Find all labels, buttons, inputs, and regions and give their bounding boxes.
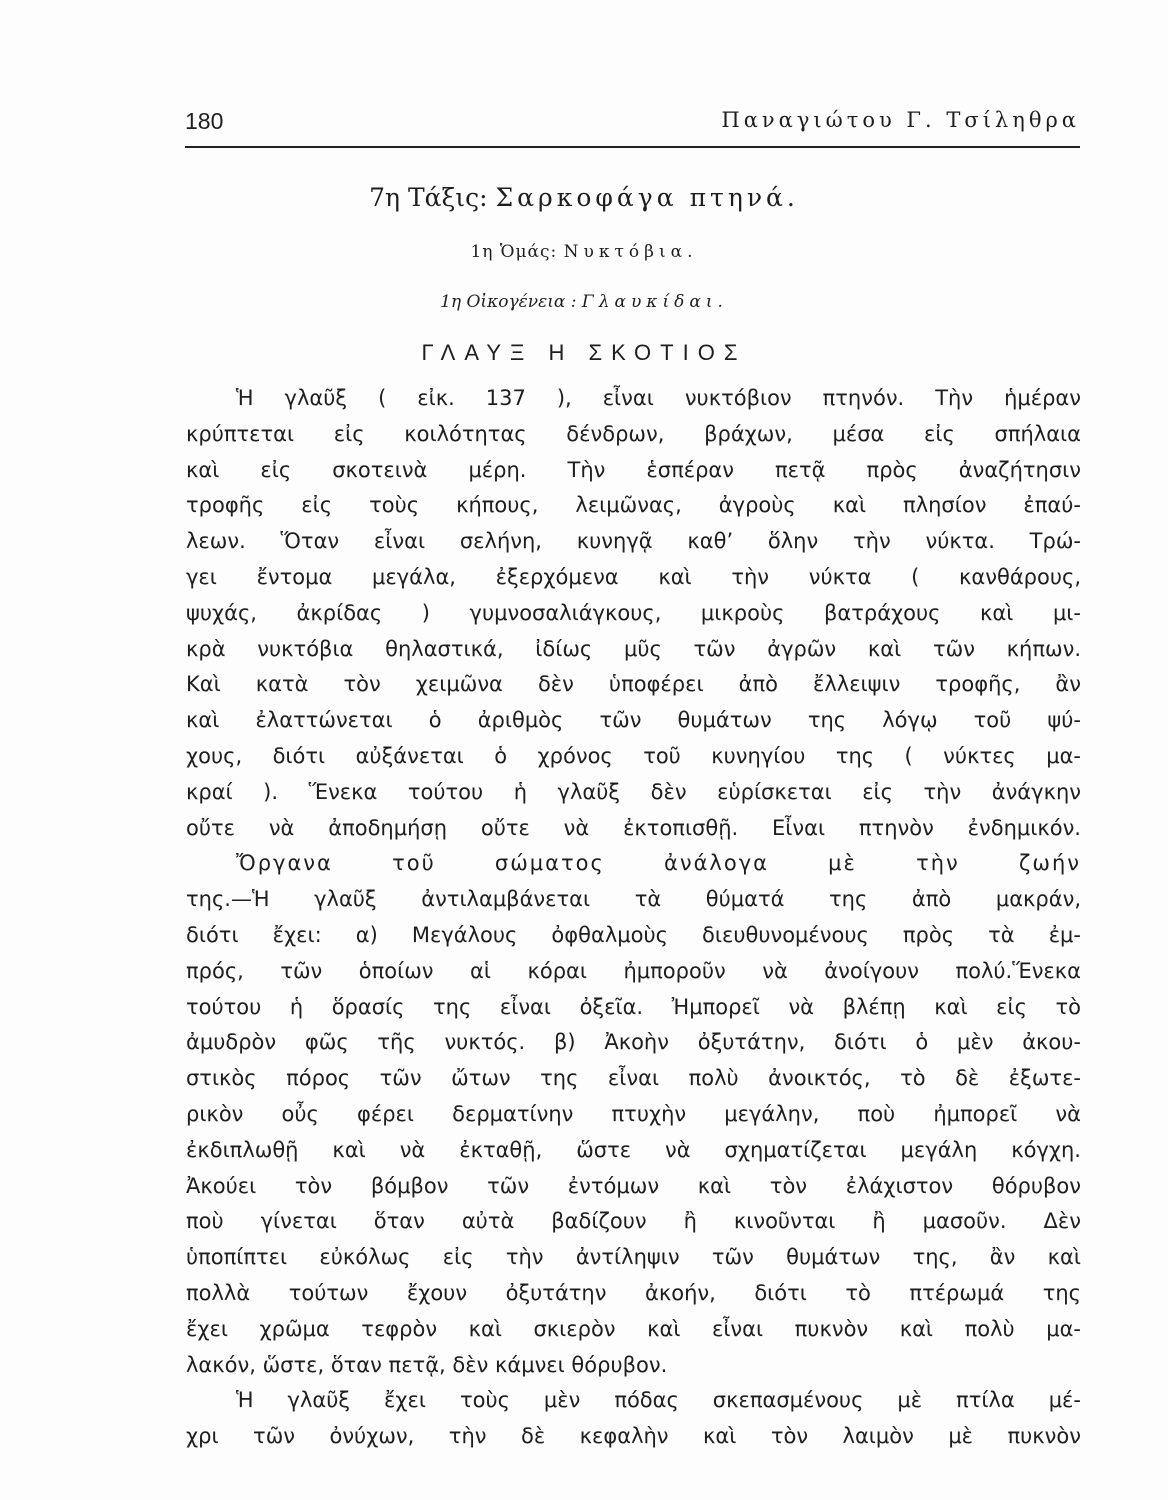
text-line: χους, διότι αὐξάνεται ὁ χρόνος τοῦ κυνηγίου της ( νύκτες μα- <box>186 743 1081 768</box>
text-line: ποὺ γίνεται ὅταν αὐτὰ βαδίζουν ἢ κινοῦνται ἢ μασοῦν. Δὲν <box>186 1209 1081 1234</box>
body-text <box>186 381 1081 1455</box>
text-line: λεων. Ὅταν εἶναι σελήνη, κυνηγᾷ καθ’ ὅλην τὴν νύκτα. Τρώ- <box>186 529 1081 554</box>
order-name: Σαρκοφάγα πτηνά. <box>495 183 799 212</box>
group-prefix: 1η Ὁμάς: <box>470 242 558 262</box>
family-name: Γλαυκίδαι. <box>581 292 728 312</box>
text-line: πολλὰ τούτων ἔχουν ὀξυτάτην ἀκοήν, διότι τὸ πτέρωμά της <box>186 1280 1081 1305</box>
group-heading <box>0 242 1168 262</box>
text-line: οὔτε νὰ ἀποδημήσῃ οὔτε νὰ ἐκτοπισθῇ. Εἶναι πτηνὸν ἐνδημικόν. <box>186 815 1081 840</box>
text-line: ρικὸν οὖς φέρει δερματίνην πτυχὴν μεγάλην, ποὺ ἠμπορεῖ νὰ <box>186 1101 1081 1126</box>
text-line: Ἀκούει τὸν βόμβον τῶν ἐντόμων καὶ τὸν ἐλάχιστον θόρυβον <box>186 1173 1081 1198</box>
text-line: καὶ εἰς σκοτεινὰ μέρη. Τὴν ἑσπέραν πετᾷ πρὸς ἀναζήτησιν <box>186 457 1081 482</box>
family-prefix: 1η Οἰκογένεια : <box>440 292 577 312</box>
text-line: χρι τῶν ὀνύχων, τὴν δὲ κεφαλὴν καὶ τὸν λαιμὸν μὲ πυκνὸν <box>186 1424 1081 1449</box>
page-number: 180 <box>185 108 224 134</box>
text-line: ψυχάς, ἀκρίδας ) γυμνοσαλιάγκους, μικροὺς βατράχους καὶ μι- <box>186 600 1081 625</box>
text-line: κρύπτεται εἰς κοιλότητας δένδρων, βράχων, μέσα εἰς σπήλαια <box>186 421 1081 446</box>
text-line: τροφῆς εἰς τοὺς κήπους, λειμῶνας, ἀγροὺς καὶ πλησίον ἐπαύ- <box>186 493 1081 518</box>
order-heading <box>0 183 1168 212</box>
page-header <box>185 108 1080 148</box>
text-line: Ἡ γλαῦξ ἔχει τοὺς μὲν πόδας σκεπασμένους μὲ πτίλα μέ- <box>236 1388 1081 1413</box>
text-line: διότι ἔχει: α) Μεγάλους ὀφθαλμοὺς διευθυνομένους πρὸς τὰ ἐμ- <box>186 922 1081 947</box>
text-line: πρός, τῶν ὁποίων αἱ κόραι ἠμποροῦν νὰ ἀνοίγουν πολύ.Ἕνεκα <box>186 958 1081 983</box>
text-line: καὶ ἐλαττώνεται ὁ ἀριθμὸς τῶν θυμάτων της λόγῳ τοῦ ψύ- <box>186 708 1081 733</box>
text-line: κρὰ νυκτόβια θηλαστικά, ἰδίως μῦς τῶν ἀγρῶν καὶ τῶν κήπων. <box>186 636 1081 661</box>
text-line: κραί ). Ἕνεκα τούτου ἡ γλαῦξ δὲν εὑρίσκεται εἰς τὴν ἀνάγκην <box>186 779 1081 804</box>
text-line: Ἡ γλαῦξ ( εἰκ. 137 ), εἶναι νυκτόβιον πτηνόν. Τὴν ἡμέραν <box>236 386 1081 410</box>
text-line: Ὄργανα τοῦ σώματος ἀνάλογα μὲ τὴν ζωήν <box>236 851 1081 876</box>
text-line: λακόν, ὥστε, ὅταν πετᾷ, δὲν κάμνει θόρυβον. <box>186 1352 668 1377</box>
group-name: Νυκτόβια. <box>563 242 698 262</box>
text-line: στικὸς πόρος τῶν ὤτων της εἶναι πολὺ ἀνοικτός, τὸ δὲ ἐξωτε- <box>186 1066 1081 1091</box>
family-heading <box>0 292 1168 312</box>
text-line: ἐκδιπλωθῇ καὶ νὰ ἐκταθῇ, ὥστε νὰ σχηματίζεται μεγάλη κόγχη. <box>186 1137 1081 1162</box>
text-line: ἔχει χρῶμα τεφρὸν καὶ σκιερὸν καὶ εἶναι πυκνὸν καὶ πολὺ μα- <box>186 1316 1081 1341</box>
text-line: Καὶ κατὰ τὸν χειμῶνα δὲν ὑποφέρει ἀπὸ ἔλλειψιν τροφῆς, ἂν <box>186 672 1081 697</box>
running-title: Παναγιώτου Γ. Τσίληθρα <box>721 108 1080 132</box>
text-line: ὑποπίπτει εὐκόλως εἰς τὴν ἀντίληψιν τῶν θυμάτων της, ἂν καὶ <box>186 1245 1081 1270</box>
text-line: ἀμυδρὸν φῶς τῆς νυκτός. β) Ἀκοὴν ὀξυτάτην, διότι ὁ μὲν ἀκου- <box>186 1030 1081 1055</box>
header-rule <box>185 146 1080 148</box>
species-heading: ΓΛΑΥΞ Η ΣΚΟΤΙΟΣ <box>421 340 747 365</box>
text-line: τούτου ἡ ὅρασίς της εἶναι ὀξεῖα. Ἠμπορεῖ νὰ βλέπῃ καὶ εἰς τὸ <box>186 994 1081 1019</box>
order-prefix: 7η Τάξις: <box>369 183 488 212</box>
text-line: της.—Ἡ γλαῦξ ἀντιλαμβάνεται τὰ θύματά της ἀπὸ μακράν, <box>186 887 1081 912</box>
text-line: γει ἔντομα μεγάλα, ἐξερχόμενα καὶ τὴν νύκτα ( κανθάρους, <box>186 564 1081 589</box>
